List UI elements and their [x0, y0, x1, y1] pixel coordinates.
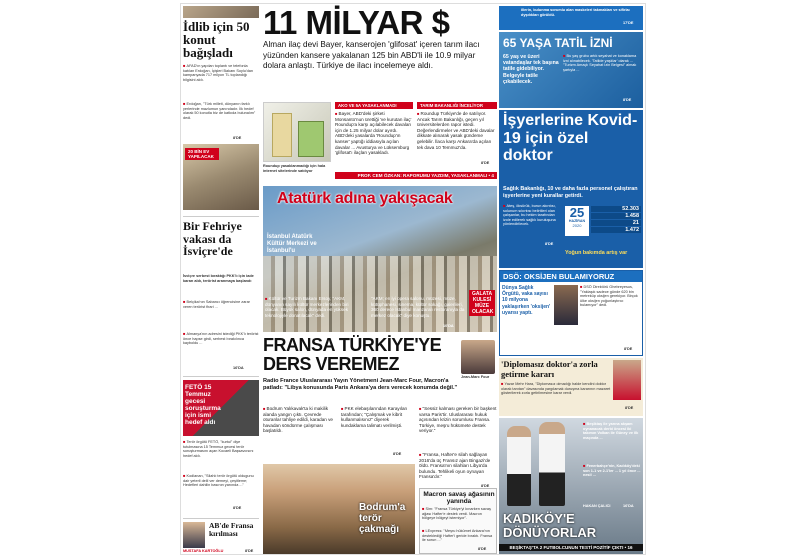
- kadikoy-text-2: ■ Fenerbahçe'nin, Kadıköy'deki son 1-1 ve 2-1'ler ... 1 yıl önce ... nesil ...: [583, 464, 641, 478]
- tatil-title: 65 YAŞA TATİL İZNİ: [503, 36, 613, 50]
- roundup-bottle: [272, 113, 292, 157]
- top-strip-page-ref: 17'DE: [623, 21, 634, 25]
- covid-title: İşyerlerine Kovid-19 için özel doktor: [503, 112, 638, 164]
- bodrum-label: Bodrum'a terör çakmağı: [359, 502, 406, 535]
- idlib-text-2: ■ Erdoğan, "Türk milleti, dünyanın farklı yerlerinde mazlumun yanındadır. İlk hedef olarak 50 konutla biz de katkıda bulunalım" dedi.: [183, 102, 259, 120]
- newspaper-page: [180, 3, 646, 555]
- idlib-text-1: ■ AFAD'ın yapılan toplantı ve telefonla katılan Erdoğan, İçişleri Bakanı Soylu'dan kampanyada 717 milyon TL toplandığı bilgisini aldı.: [183, 64, 259, 82]
- ataturk-photo-note: İstanbul Atatürk Kültür Merkezi ve İstanbul'u: [267, 234, 317, 254]
- fransa-quote-page-ref: 8'DE: [481, 484, 490, 488]
- idlib-badge: 20 BİN EV YAPILACAK: [185, 148, 219, 160]
- player-figure: [539, 422, 565, 506]
- oksijen-text-2: ■ DSÖ Direktörü Ghebreyesus, "Yaklaşık sadece günde 620 bin metreküp oksijen gerekiyor. Birçok ülke oksijen yoğunlaştırıcı bulamıyor" dedi.: [580, 285, 642, 308]
- diploma-section: [499, 358, 643, 416]
- headline-photo: [263, 102, 331, 162]
- kadikoy-text-1: ■ Beşiktaş ile yarına akşam oynanacak derbi öncesi iki takımın Volkan ile Güney ve ilk maçında ...: [583, 422, 641, 440]
- stat-value: 1.458: [591, 213, 641, 219]
- covid-section: [499, 110, 643, 268]
- jean-marc-name: Jean-Marc Four: [461, 375, 490, 379]
- col2-text: ■ Roundup Türkiye'de de satılıyor. Ancak Tarım Bakanlığı, geçen yıl üniversitelerden rapor istedi. Değerlendirmeler ve ABD'deki davalar dikkate alınarak yasak gündeme gelebilir. İlaca karşı Ankara'da açılan tek dava 10 Temmuz'da.: [417, 111, 497, 150]
- covid-text: ■ Ateş, öksürük, burun akıntısı, solunum sıkıntısı belirtileri olan çalışanlar, bu hekim tarafından izole edilerek sağlık kuruluşuna yönlendirilecek.: [503, 204, 561, 227]
- bodrum-text: ■ Bodrum Yalıkavak'ta ki makilik alanda yangın çıktı. Çevrede oturanlar tahliye edildi, karadan ve havadan söndürme çalışması başlatıldı.: [263, 406, 337, 434]
- top-blue-strip: [499, 6, 643, 30]
- macron-page-ref: 8'DE: [478, 547, 487, 551]
- oksijen-section: [499, 270, 643, 356]
- fransa-title: FRANSA TÜRKİYE'YE DERS VEREMEZ: [263, 335, 442, 374]
- divider: [183, 216, 259, 217]
- ataturk-col-1: ■ Kültür ve Turizm Bakanı Ersoy, "AKM, dünyanın sayılı kültür merkezlerinden biri olacak. Büyük salon, dünyada en yüksek teknolojiyle donatılacak" dedi.: [265, 296, 363, 318]
- right-column: [499, 6, 643, 554]
- diploma-page-ref: 8'DE: [625, 406, 634, 410]
- ghebreyesus-photo: [554, 285, 578, 325]
- tatil-section: [499, 32, 643, 108]
- stat-value: 21: [591, 220, 641, 226]
- fehriye-text-2: ■ Almanya'nın adresini istediği PKK'lı terörist önce hapse girdi, serbest bırakılınca kayboldu ...: [183, 332, 259, 346]
- covid-footer: Yoğun bakımda artış var: [565, 250, 628, 256]
- idlib-page-ref: 8'DE: [233, 136, 242, 140]
- pkk-page-ref: 8'DE: [393, 452, 402, 456]
- macron-note-2: ■ LExpress: "Meşru hükümet Ankara'nın desteklediği Hafter'i geride bıraktı. Fransa ile sorun ...": [422, 529, 496, 543]
- col2-label: TARIM BAKANLIĞI İNCELİYOR: [417, 102, 497, 109]
- ataturk-col-2: "AKM; en iyi opera salonu, müzesi, müze, kütüphanesi, sinema, kültür sokağı, galerileri, 360 derece İstanbul manzaralı restoranıyla da merkez olacak" diye konuştu.: [371, 296, 465, 318]
- divider: [183, 518, 259, 519]
- oksijen-title: DSÖ: OKSİJEN BULAMIYORUZ: [500, 271, 642, 282]
- feto-text-2: ■ Kodlanan, "Silahlı terör örgütü oldugunu dair yeterli delil ver demeyi, çeşitleme; Hedefleri dahilin basının yanında ...": [183, 474, 259, 488]
- top-strip-text: illerin, bulunma sorumlu alan maskeleri takmakları ve sifirlaı dyşdıkları görüldü.: [521, 8, 630, 17]
- macron-box: [419, 488, 497, 554]
- idlib-title: İdlib için 50 konut bağışladı: [183, 19, 250, 60]
- left-column: [183, 6, 259, 554]
- col1-label: AKO VE 5A YASAKLANMADI: [335, 102, 413, 109]
- headline-footer: PROF. CEM ÖZKAN: RAPORUMU YAZDIM, YASAKLANMALI • 4: [335, 172, 497, 179]
- headline-text: Alman ilaç devi Bayer, kanserojen 'glifosat' içeren tarım ilacı yüzünden kansere yakalanan 125 bin ABD'li ile 10.9 milyar dolara anlaştı. Türkiye de ilacı incelemeye aldı.: [263, 40, 480, 70]
- feto-page-ref: 8'DE: [233, 506, 242, 510]
- galata-badge: GALATA KULESİ MÜZE OLACAK: [469, 290, 495, 316]
- kadikoy-author: HAKAN ÇALICI: [583, 504, 611, 508]
- oksijen-page-ref: 8'DE: [624, 347, 633, 351]
- ataturk-title: Atatürk adına yakışacak: [277, 190, 453, 207]
- fehriye-title: Bir Fehriye vakası da İsviçre'de: [183, 219, 242, 258]
- tatil-text: 65 yaş ve üzeri vatandaşlar tek başına tatile gidebiliyor. Belgeyle tatile çıkabilecek.: [503, 54, 559, 85]
- roundup-bottle: [298, 121, 324, 157]
- diploma-title: 'Diplomasız doktor'a zorla getirme kararı: [501, 359, 598, 379]
- author-avatar: [183, 522, 205, 548]
- pkk-text: ■ PKK elebaşılarından Karayılan tarafından; "Çalışmak ve kibrit kullanmalısınız" diyerek kundaklama talimatı verilmişti.: [341, 406, 415, 428]
- col1-text: ■ Bayer, ABD'deki şirketi Monsanto'nun ürettiği 've kurutan ilaç' Roundup'a karşı açılabilecek davaları için de 1.25 milyar dolar ayırdı. ABD'deki yasalarda 'Roundup'ın kanser' yaptığı iddiasıyla açılan davalar ... Avusturya ve Lüksemburg 'glifosat'ı ilaçları yasakladı.: [335, 111, 413, 156]
- headline-photo-caption: Roundup yasaklanmadığı için hala internet sitelerinde satılıyor: [263, 164, 326, 173]
- center-column: [263, 6, 497, 554]
- fehriye-text-1: ■ Belçika'nın Sabancı öğrencisine zarar veren terörist firari ...: [183, 300, 259, 309]
- covid-year: 2020: [572, 223, 582, 228]
- oksijen-text-1: Dünya Sağlık Örgütü, vaka sayısı 10 milyona yaklaşırken 'oksijen' uyarısı yaptı.: [502, 285, 551, 316]
- col2-page-ref: 8'DE: [481, 161, 490, 165]
- city-buildings: [263, 256, 497, 332]
- kadikoy-footer: BEŞİKTAŞ'TA 2 FUTBOLCUNUN TESTİ POZİTİF ÇIKTI • 16: [499, 544, 643, 551]
- ab-author: MUSTAFA KARTOĞLU: [183, 549, 224, 553]
- stat-value: 1.472: [591, 227, 641, 233]
- ataturk-page-ref: 10'DA: [443, 324, 454, 328]
- diploma-text: ■ Yazar Mehr Hara, "Diplomasız olmadığı halde kendini doktor olarak tanıtan" davasında yargılamak duruşma kararının mazaret gösterilerek zorla getirilmesine karar verdi.: [501, 382, 611, 396]
- fransa-quote-2: ■ "Fransa, Hafter'e silah sağlayan 2016'da üç Fransız ajan Bingazi'de öldü. Fransa'nın silahları Libya'da bulundu. Tehlikeli oyun oynayan Fransa'dır.": [419, 452, 497, 480]
- headline-title: 11 MİLYAR $: [263, 4, 450, 41]
- fehriye-page-ref: 16'DA: [233, 366, 244, 370]
- macron-note-1: ■ Sim: "Fransa Türkiye'yi kınarken savaş ağası Hafter'e destek verdi. Macron bölgeye bölgeyi istemiyor".: [422, 507, 496, 521]
- fehriye-subtitle: İsviçre serbest bıraktığı PKK'lı için iade kararı aldı, terörist aranmaya başlandı: [183, 274, 254, 283]
- fransa-quote-1: ■ "Sessiz kalması gereken bir başkent varsa Paris'tir. Uluslararası hukuk açısından krizin sorumlusu Fransa. Türkiye, meşru hükümete destek veriyor.": [419, 406, 497, 434]
- jean-marc-photo: [461, 340, 495, 374]
- diploma-photo: [613, 360, 641, 400]
- kadikoy-section: [499, 418, 643, 554]
- divider: [183, 376, 259, 377]
- kadikoy-page-ref: 16'DA: [623, 504, 634, 508]
- kadikoy-title: KADIKÖY'E DÖNÜYORLAR: [503, 511, 597, 540]
- covid-day: 25: [569, 205, 585, 220]
- covid-subtitle: Sağlık Bakanlığı, 10 ve daha fazla personel çalıştıran işyerlerine yeni kurallar getirdi.: [503, 186, 638, 199]
- fransa-subtitle: Radio France Uluslararası Yayın Yönetmeni Jean-Marc Four, Macron'a patladı: "Libya konusunda Paris Ankara'ya ders verecek konumda değil.": [263, 378, 458, 391]
- covid-page-ref: 8'DE: [545, 242, 554, 246]
- player-figure: [507, 426, 531, 506]
- covid-date-box: [565, 206, 589, 236]
- feto-title: FETÖ 15 Temmuz gecesi soruşturma için ismi hedef aldı: [185, 384, 221, 426]
- covid-month: HAZİRAN: [568, 219, 586, 223]
- tatil-text-2: ■ Bu yaş grubu artık seyahat ve konaklama izni alınabilecek. 'Tatilde yaşlılar' olarak ... "Turizm Amaçlı Seyahat İzin Belgesi" almak şartıyla ...: [563, 54, 641, 72]
- tatil-page-ref: 8'DE: [623, 98, 632, 102]
- feto-text-1: ■ Terör örgütü FETÖ, "kurtul" diye tutulmasına 15 Temmuz gecesi terör soruşturmasını açan Kocaeli Başsavcısını hedef aldı.: [183, 440, 259, 458]
- ab-title: AB'de Fransa kırılması: [209, 521, 254, 538]
- stat-value: 52.303: [591, 206, 641, 212]
- ab-page-ref: 8'DE: [245, 549, 254, 553]
- macron-box-title: Macron savaş ağasının yanında: [423, 491, 495, 505]
- covid-stats: [591, 206, 641, 233]
- top-photo-strip: [183, 6, 259, 18]
